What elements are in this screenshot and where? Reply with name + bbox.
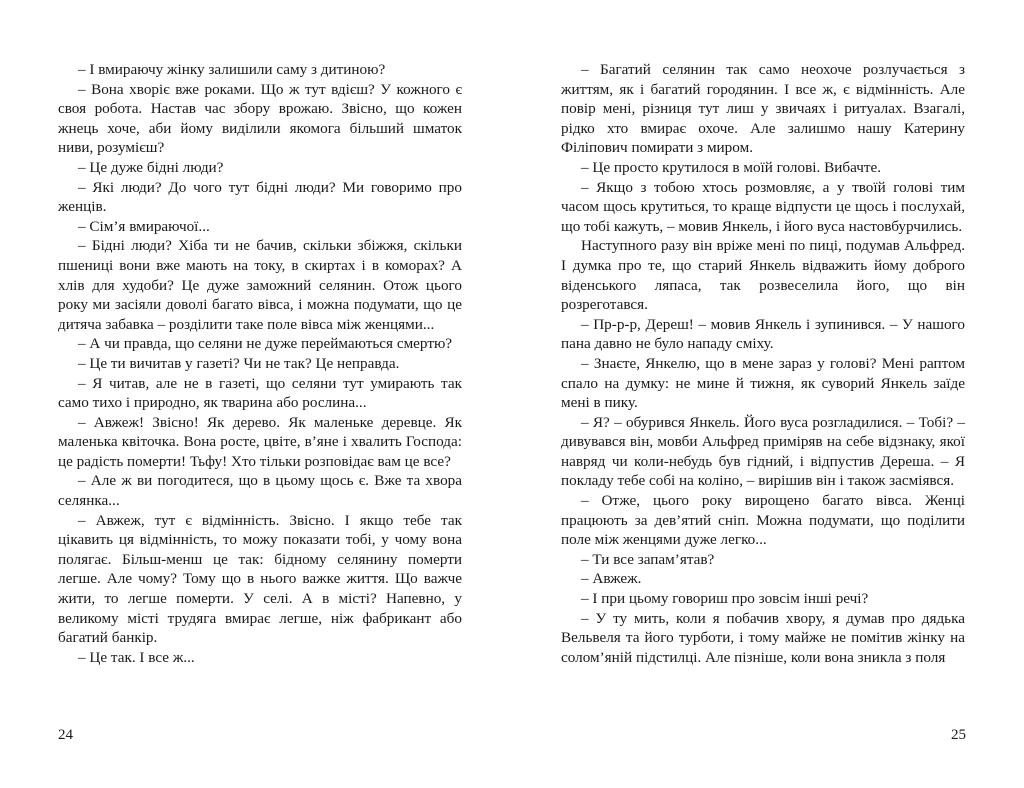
- paragraph: – І при цьому говориш про зовсім інші речі?: [581, 590, 869, 608]
- paragraph: – Я? – обурився Янкель. Його вуса розгладилися. – Тобі? – дивувався він, мовби Альфред приміряв на себе відзнаку, якої навряд чи коли-небудь був гідний, і відпустив Дереша. – Я покладу тебе собі на коліно, – вирішив він і також засміявся.: [561, 413, 965, 490]
- paragraph: – Це ти вичитав у газеті? Чи не так? Це неправда.: [78, 354, 400, 372]
- paragraph: – У ту мить, коли я побачив хвору, я думав про дядька Вельвеля та його турботи, і тому майже не помітив жінку на солом’яній підстилці. Але пізніше, коли вона зникла з поля: [561, 609, 965, 666]
- paragraph: – А чи правда, що селяни не дуже переймаються смертю?: [78, 335, 453, 353]
- paragraph: – Якщо з тобою хтось розмовляє, а у твоїй голові тим часом щось крутиться, то краще відпусти це щось і послухай, що тобі кажуть, – мовив Янкель, і його вуса настовбурчились.: [561, 178, 965, 235]
- paragraph: – Це так. І все ж...: [78, 648, 195, 666]
- paragraph: – Ти все запам’ятав?: [581, 550, 715, 568]
- paragraph: – Я читав, але не в газеті, що селяни тут умирають так само тихо і природно, як тварина або рослина...: [58, 374, 462, 412]
- paragraph: – Авжеж.: [581, 570, 642, 588]
- paragraph: – Знаєте, Янкелю, що в мене зараз у голові? Мені раптом спало на думку: не мине й тижня, як суворий Янкель заїде мені в пику.: [561, 354, 965, 412]
- paragraph: – Багатий селянин так само неохоче розлучається з життям, як і багатий городянин. І все ж, є відмінність. Але повір мені, різниця тут лиш у звичаях і ритуалах. Взагалі, рідко хто вмирає охоче. Але залишмо нашу Катерину Філіпович помирати з миром.: [561, 61, 965, 157]
- left-page: [58, 60, 462, 667]
- paragraph: – Сім’я вмираючої...: [78, 217, 210, 235]
- paragraph: – Вона хворіє вже роками. Що ж тут вдієш? У кожного є своя робота. Настав час збору врожаю. Звісно, що кожен жнець хоче, аби йому виділили якомога більший шматок ниви, розумієш?: [58, 80, 462, 157]
- paragraph: – І вмираючу жінку залишили саму з дитиною?: [78, 61, 386, 78]
- paragraph: – Це дуже бідні люди?: [78, 158, 224, 176]
- paragraph: – Авжеж, тут є відмінність. Звісно. І якщо тебе так цікавить ця відмінність, то можу показати тобі, у чому вона полягає. Більш-менш це так: бідному селянину померти легше. Але чому? Тому що в нього важке життя. Що важче жити, то легше померти. У селі. А в місті? Напевно, у великому місті трудяга вмирає легше, ніж фабрикант або багатий банкір.: [58, 511, 462, 647]
- paragraph: – Пр-р-р, Дереш! – мовив Янкель і зупинився. – У нашого пана давно не було нападу сміху.: [561, 315, 965, 353]
- page-number-left: 24: [58, 727, 73, 743]
- paragraph: – Отже, цього року вирощено багато вівса. Женці працюють за дев’ятий сніп. Можна подумати, що поділити поле між женцями дуже легко...: [561, 492, 965, 549]
- paragraph: – Бідні люди? Хіба ти не бачив, скільки збіжжя, скільки пшениці вони вже мають на току, в скиртах і в коморах? А хлів для худоби? Це дуже заможний селянин. Отож цього року ми засіяли доволі багато вівса, і можна подумати, що це дитяча забавка – розділити таке поле вівса між женцями...: [58, 237, 462, 333]
- paragraph: – Авжеж! Звісно! Як дерево. Як маленьке деревце. Як маленька квіточка. Вона росте, цвіте, в’яне і хвалить Господа: це радість померти! Тьфу! Хто тільки розповідає вам це все?: [58, 413, 462, 470]
- paragraph: – Це просто крутилося в моїй голові. Вибачте.: [581, 158, 882, 176]
- paragraph: – Але ж ви погодитеся, що в цьому щось є. Вже та хвора селянка...: [58, 472, 462, 510]
- paragraph: – Які люди? До чого тут бідні люди? Ми говоримо про женців.: [58, 178, 462, 216]
- right-page: [561, 60, 965, 667]
- page-number-right: 25: [951, 727, 966, 743]
- paragraph: Наступного разу він вріже мені по пиці, подумав Альфред. І думка про те, що старий Янкель відважить йому доброго віденського ляпаса, так розвеселила його, що він розреготався.: [561, 237, 965, 314]
